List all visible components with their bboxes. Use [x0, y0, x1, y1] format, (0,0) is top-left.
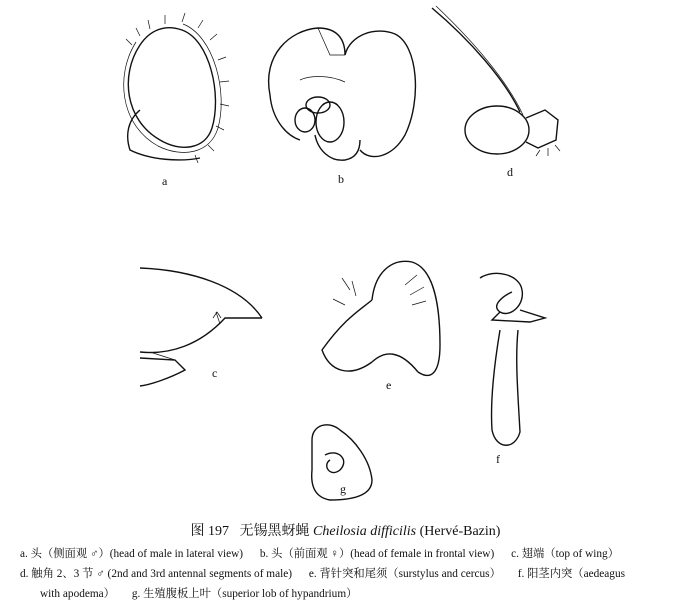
legend-item-f: f. 阳茎内突（aedeagus — [517, 568, 625, 580]
panel-label-a: a — [162, 174, 168, 188]
drawing-e-surstylus — [322, 261, 440, 375]
legend-item-d: d. 触角 2、3 节 ♂ (2nd and 3rd antennal segments of male) — [20, 568, 293, 580]
species-name-cn: 无锡黑蚜蝇 — [239, 524, 310, 539]
legend-item-b: b. 头（前面观 ♀）(head of female in frontal view) — [259, 548, 495, 560]
drawing-f-aedeagus — [480, 273, 545, 445]
species-name-latin: Cheilosia difficilis — [313, 524, 417, 539]
legend-line-3 — [40, 584, 691, 604]
drawing-c-wing-tip — [140, 268, 262, 386]
panel-label-b: b — [338, 172, 344, 186]
figure-number: 图 197 — [190, 524, 230, 539]
panel-label-f: f — [496, 452, 500, 466]
legend-item-a: a. 头（侧面观 ♂）(head of male in lateral view) — [20, 548, 244, 560]
legend-line-1 — [20, 544, 680, 564]
legend-item-f-cont: with apodema） — [40, 588, 115, 600]
panel-label-c: c — [212, 366, 218, 380]
legend-item-c: c. 翅端（top of wing） — [511, 548, 620, 560]
drawing-d-antenna — [432, 6, 560, 156]
legend-item-e: e. 背针突和尾须（surstylus and cercus） — [308, 568, 501, 580]
drawing-b-head-frontal — [269, 28, 416, 160]
legend-item-g: g. 生殖腹板上叶（superior lob of hypandrium） — [131, 588, 358, 600]
figure-caption-title — [0, 520, 691, 540]
species-author: (Hervé-Bazin) — [419, 524, 501, 539]
panel-label-d: d — [507, 165, 513, 179]
drawing-a-head-lateral — [124, 13, 229, 163]
legend-line-2 — [20, 564, 680, 584]
panel-label-g: g — [340, 482, 346, 496]
panel-label-e: e — [386, 378, 392, 392]
